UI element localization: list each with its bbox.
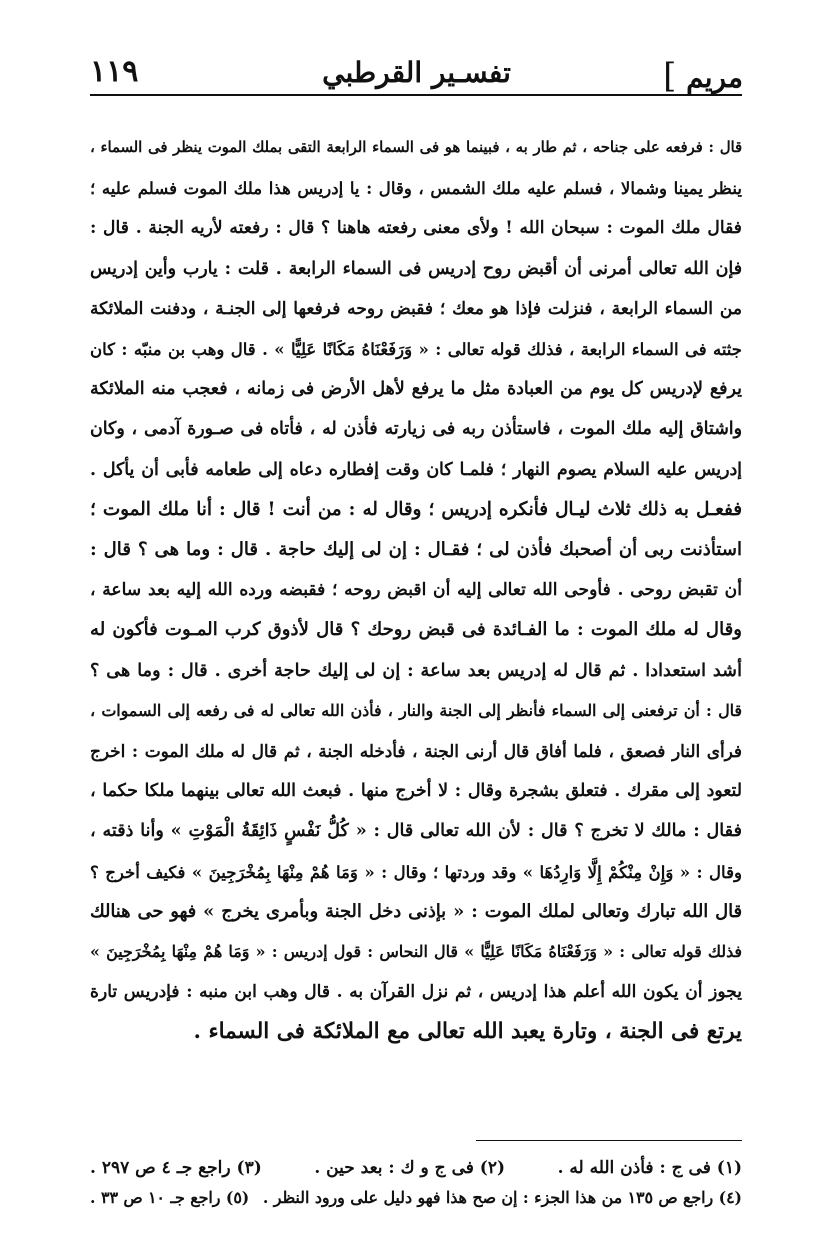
text-line: وقال : « وَإِنْ مِنْكُمْ إِلَّا وَارِدُهَا » وقد وردتها ؛ وقال : « وَمَا هُمْ مِنْهَا بِمُخْرَجِينَ » فكيف أخرج ؟ (90, 861, 742, 882)
footnote-2: (٢) فى ج و ك : بعد حين . (314, 1158, 506, 1178)
text-line: فقال : مالك لا تخرج ؟ قال : لأن الله تعالى قال : « كُلُّ نَفْسٍ ذَائِقَةُ الْمَوْتِ » وأنا ذقته ، (90, 820, 742, 842)
text-line: واشتاق إليه ملك الموت ، فاستأذن ربه فى زيارته فأذن له ، فأتاه فى صـورة آدمى ، وكان (90, 419, 742, 440)
running-head (90, 50, 743, 96)
text-line: من السماء الرابعة ، فنزلت فإذا هو معك ؛ فقبض روحه فرفعها إلى الجنـة ، ودفنت الملائكة (90, 298, 742, 319)
text-line: فقال ملك الموت : سبحان الله ! ولأى معنى رفعته هاهنا ؟ قال : رفعته لأريه الجنة . قال : (90, 218, 742, 239)
text-line: يجوز أن يكون الله أعلم هذا إدريس ، ثم نزل القرآن به . قال وهب ابن منبه : فإدريس تارة (90, 982, 742, 1003)
footnote-4: (٤) راجع ص ١٣٥ من هذا الجزء : إن صح هذا فهو دليل على ورود النظر . (262, 1188, 742, 1207)
surah-label: مريم (686, 61, 743, 94)
text-line: يرفع لإدريس كل يوم من العبادة مثل ما يرفع لأهل الأرض فى زمانه ، فعجب منه الملائكة (90, 379, 742, 400)
footnote-row (90, 1183, 742, 1213)
text-line: إدريس عليه السلام يصوم النهار ؛ فلمـا كان وقت إفطاره دعاه إلى طعامه فأبى أن يأكل . (90, 459, 742, 480)
footnote-1: (١) فى ج : فأذن الله له . (557, 1158, 742, 1178)
footnote-5: (٥) راجع جـ ١٠ ص ٣٣ . (90, 1188, 250, 1207)
text-line: قال : أن ترفعنى إلى السماء فأنظر إلى الجنة والنار ، فأذن الله تعالى له فى رفعه إلى السموات ، (90, 700, 742, 720)
footnote-rule (476, 1140, 742, 1141)
footnote-3: (٣) راجع جـ ٤ ص ٢٩٧ . (90, 1158, 262, 1178)
main-text (90, 128, 742, 1053)
text-line: جثته فى السماء الرابعة ، فذلك قوله تعالى : « وَرَفَعْنَاهُ مَكَانًا عَلِيًّا » . قال وهب بن منبّه : كان (90, 339, 742, 360)
text-line: ينظر يمينا وشمالا ، فسلم عليه ملك الشمس ، وقال : يا إدريس هذا ملك الموت فسلم عليه ؛ (90, 178, 742, 199)
text-line: فإن الله تعالى أمرنى أن أقبض روح إدريس فى السماء الرابعة . قلت : يارب وأين إدريس (90, 258, 742, 279)
text-line: فذلك قوله تعالى : « وَرَفَعْنَاهُ مَكَانًا عَلِيًّا » قال النحاس : قول إدريس : « وَمَا هُمْ مِنْهَا بِمُخْرَجِينَ » (90, 942, 742, 962)
header-rule (90, 94, 742, 96)
footnotes (90, 1153, 742, 1213)
header-bracket: ] (663, 56, 677, 96)
book-title: تفسـير القرطبي (322, 56, 511, 89)
text-line: لتعود إلى مقرك . فتعلق بشجرة وقال : لا أخرج منها . فبعث الله تعالى بينهما ملكا حكما ، (90, 781, 742, 802)
text-line: ففعـل به ذلك ثلاث ليـال فأنكره إدريس ؛ وقال له : من أنت ! قال : أنا ملك الموت ؛ (90, 498, 742, 520)
page-number: ١١٩ (90, 54, 139, 89)
text-line: أن تقبض روحى . فأوحى الله تعالى إليه أن اقبض روحه ؛ فقبضه ورده الله إليه بعد ساعة ، (90, 580, 742, 601)
text-line: وقال له ملك الموت : ما الفـائدة فى قبض روحك ؟ قال لأذوق كرب المـوت فأكون له (90, 619, 742, 641)
text-line: قال الله تبارك وتعالى لملك الموت : « بإذنى دخل الجنة وبأمرى يخرج » فهو حى هنالك (90, 900, 742, 922)
text-line: استأذنت ربى أن أصحبك فأذن لى ؛ فقـال : إن لى إليك حاجة . قال : وما هى ؟ قال : (90, 539, 742, 561)
text-line: فرأى النار فصعق ، فلما أفاق قال أرنى الجنة ، فأدخله الجنة ، ثم قال له ملك الموت : اخرج (90, 741, 742, 762)
text-line: قال : فرفعه على جناحه ، ثم طار به ، فبينما هو فى السماء الرابعة التقى بملك الموت ينظر فى السماء ، (90, 139, 742, 156)
text-line: أشد استعدادا . ثم قال له إدريس بعد ساعة : إن لى إليك حاجة أخرى . قال : وما هى ؟ (90, 659, 742, 681)
footnote-row (90, 1153, 742, 1183)
text-line: يرتع فى الجنة ، وتارة يعبد الله تعالى مع الملائكة فى السماء . (193, 1019, 742, 1045)
